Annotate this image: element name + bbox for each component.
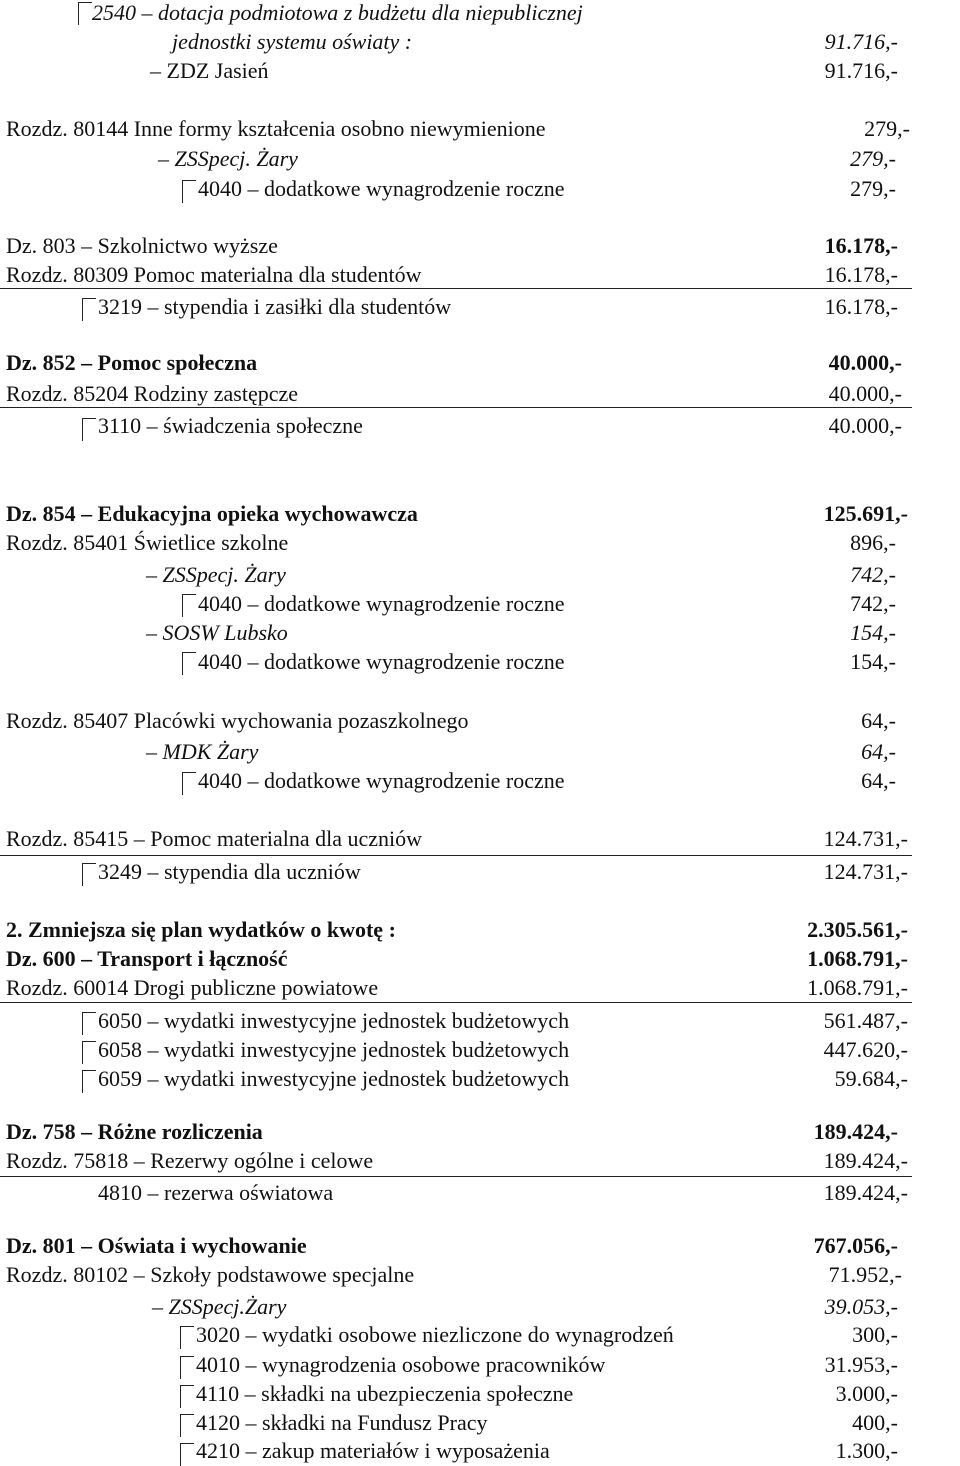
row-label: Rozdz. 85204 Rodziny zastępcze: [6, 381, 299, 406]
rule-line: [0, 288, 912, 289]
row-label: – ZSSpecj.Żary: [152, 1294, 287, 1319]
row-amount: 1.068.791,-: [807, 975, 908, 1000]
bracket-mark: [182, 772, 196, 795]
row-label: – ZSSpecj. Żary: [146, 562, 286, 587]
bracket-mark: [82, 1041, 96, 1064]
row-label: 4040 – dodatkowe wynagrodzenie roczne: [198, 591, 565, 616]
row-amount: 1.068.791,-: [807, 946, 908, 971]
row-label: Dz. 803 – Szkolnictwo wyższe: [6, 233, 278, 258]
row-label: 4810 – rezerwa oświatowa: [98, 1180, 334, 1205]
row-amount: 2.305.561,-: [807, 917, 908, 942]
row-label: 3219 – stypendia i zasiłki dla studentów: [98, 294, 452, 319]
row-amount: 3.000,-: [835, 1381, 898, 1406]
row-amount: 154,-: [850, 649, 896, 674]
row-amount: 40.000,-: [828, 413, 902, 438]
row-label: Dz. 852 – Pomoc społeczna: [6, 350, 258, 375]
rule-line: [0, 1002, 912, 1003]
row-amount: 124.731,-: [823, 859, 908, 884]
row-amount: 279,-: [850, 146, 896, 171]
row-label: Dz. 801 – Oświata i wychowanie: [6, 1233, 307, 1258]
bracket-mark: [180, 1385, 194, 1408]
row-amount: 16.178,-: [824, 233, 898, 258]
row-label: – SOSW Lubsko: [146, 620, 288, 645]
row-amount: 189.424,-: [823, 1148, 908, 1173]
row-amount: 39.053,-: [824, 1294, 898, 1319]
bracket-mark: [180, 1443, 194, 1466]
row-amount: 300,-: [852, 1322, 898, 1347]
row-label: jednostki systemu oświaty :: [172, 29, 413, 54]
row-amount: 124.731,-: [823, 826, 908, 851]
bracket-mark: [182, 652, 196, 675]
row-label: Dz. 600 – Transport i łączność: [6, 946, 288, 971]
row-amount: 279,-: [850, 176, 896, 201]
row-amount: 40.000,-: [828, 350, 902, 375]
row-amount: 125.691,-: [823, 501, 908, 526]
row-amount: 447.620,-: [823, 1037, 908, 1062]
row-label: Rozdz. 85401 Świetlice szkolne: [6, 530, 289, 555]
row-label: 4210 – zakup materiałów i wyposażenia: [196, 1438, 550, 1463]
row-amount: 189.424,-: [813, 1119, 898, 1144]
row-amount: 59.684,-: [834, 1066, 908, 1091]
row-amount: 64,-: [861, 768, 896, 793]
row-amount: 16.178,-: [824, 294, 898, 319]
bracket-mark: [82, 1012, 96, 1035]
row-label: Rozdz. 60014 Drogi publiczne powiatowe: [6, 975, 379, 1000]
bracket-mark: [78, 2, 92, 25]
row-label: – ZSSpecj. Żary: [158, 146, 298, 171]
row-label: 4040 – dodatkowe wynagrodzenie roczne: [198, 176, 565, 201]
row-label: 4110 – składki na ubezpieczenia społeczne: [196, 1381, 574, 1406]
row-label: 6050 – wydatki inwestycyjne jednostek budżetowych: [98, 1008, 570, 1033]
row-amount: 64,-: [861, 739, 896, 764]
row-amount: 189.424,-: [823, 1180, 908, 1205]
row-amount: 31.953,-: [824, 1352, 898, 1377]
bracket-mark: [82, 863, 96, 886]
row-amount: 742,-: [850, 591, 896, 616]
row-label: 6058 – wydatki inwestycyjne jednostek budżetowych: [98, 1037, 570, 1062]
row-label: 2. Zmniejsza się plan wydatków o kwotę :: [6, 917, 396, 942]
bracket-mark: [180, 1326, 194, 1349]
bracket-mark: [182, 594, 196, 617]
rule-line: [0, 855, 912, 856]
row-label: 4010 – wynagrodzenia osobowe pracowników: [196, 1352, 606, 1377]
row-amount: 561.487,-: [823, 1008, 908, 1033]
row-label: 3249 – stypendia dla uczniów: [98, 859, 361, 884]
rule-line: [0, 407, 912, 408]
row-amount: 64,-: [861, 708, 896, 733]
row-label: Rozdz. 80309 Pomoc materialna dla studentów: [6, 262, 422, 287]
row-amount: 279,-: [864, 116, 910, 141]
row-label: 3020 – wydatki osobowe niezliczone do wynagrodzeń: [196, 1322, 674, 1347]
bracket-mark: [82, 418, 96, 441]
row-label: Dz. 854 – Edukacyjna opieka wychowawcza: [6, 501, 418, 526]
row-amount: 154,-: [850, 620, 896, 645]
row-amount: 91.716,-: [824, 58, 898, 83]
row-amount: 71.952,-: [828, 1262, 902, 1287]
bracket-mark: [82, 298, 96, 321]
bracket-mark: [82, 1070, 96, 1093]
row-label: Rozdz. 75818 – Rezerwy ogólne i celowe: [6, 1148, 374, 1173]
row-label: 4040 – dodatkowe wynagrodzenie roczne: [198, 768, 565, 793]
row-label: 2540 – dotacja podmiotowa z budżetu dla niepublicznej: [92, 0, 583, 25]
row-label: 4040 – dodatkowe wynagrodzenie roczne: [198, 649, 565, 674]
row-label: Rozdz. 85407 Placówki wychowania pozaszkolnego: [6, 708, 469, 733]
row-label: 4120 – składki na Fundusz Pracy: [196, 1410, 488, 1435]
bracket-mark: [180, 1356, 194, 1379]
row-label: Rozdz. 80144 Inne formy kształcenia osobno niewymienione: [6, 116, 546, 141]
bracket-mark: [182, 180, 196, 203]
row-label: 3110 – świadczenia społeczne: [98, 413, 363, 438]
row-amount: 1.300,-: [835, 1438, 898, 1463]
bracket-mark: [180, 1414, 194, 1437]
row-label: 6059 – wydatki inwestycyjne jednostek budżetowych: [98, 1066, 570, 1091]
row-amount: 742,-: [850, 562, 896, 587]
row-amount: 400,-: [852, 1410, 898, 1435]
row-label: Rozdz. 80102 – Szkoły podstawowe specjalne: [6, 1262, 415, 1287]
row-amount: 40.000,-: [828, 381, 902, 406]
row-amount: 767.056,-: [813, 1233, 898, 1258]
row-label: Rozdz. 85415 – Pomoc materialna dla uczniów: [6, 826, 423, 851]
row-amount: 91.716,-: [824, 29, 898, 54]
row-label: Dz. 758 – Różne rozliczenia: [6, 1119, 263, 1144]
row-amount: 896,-: [850, 530, 896, 555]
row-amount: 16.178,-: [824, 262, 898, 287]
row-label: – MDK Żary: [146, 739, 259, 764]
rule-line: [0, 1176, 912, 1177]
row-label: – ZDZ Jasień: [150, 58, 269, 83]
